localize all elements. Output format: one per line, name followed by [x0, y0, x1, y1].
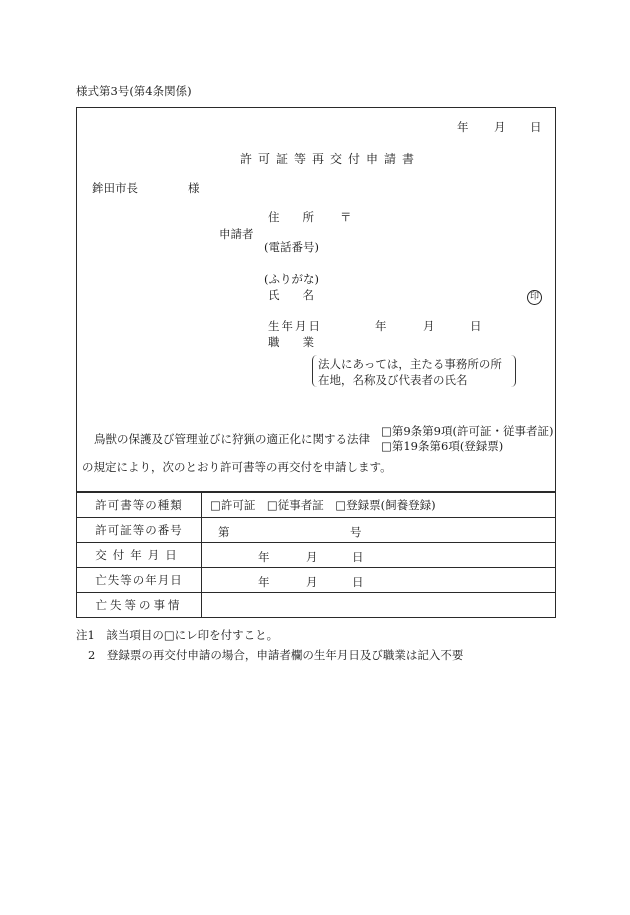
furigana-label: (ふりがな)	[264, 272, 319, 286]
name-label: 氏 名	[268, 288, 314, 302]
issue-month-label: 月	[306, 550, 318, 564]
applicant-label: 申請者	[219, 227, 254, 241]
address-label: 住 所	[268, 210, 314, 224]
loss-date-label: 亡失等の年月日	[77, 568, 202, 593]
addressee-sama: 様	[188, 181, 200, 195]
form-number: 様式第3号(第4条関係)	[76, 84, 192, 98]
table-row	[77, 493, 556, 518]
occupation-label: 職 業	[268, 335, 314, 349]
issue-year-label: 年	[258, 550, 270, 564]
postal-mark: 〒	[340, 210, 352, 224]
issue-date-label: 交付年月日	[77, 543, 202, 568]
date-year-label: 年	[457, 120, 469, 134]
corporate-note-line2: 在地，名称及び代表者の氏名	[318, 373, 468, 387]
table-row	[77, 518, 556, 543]
date-month-label: 月	[494, 120, 506, 134]
issue-day-label: 日	[352, 550, 364, 564]
issue-date-cell	[202, 543, 556, 568]
form-title: 許可証等再交付申請書	[240, 152, 421, 166]
corporate-note-line1: 法人にあっては，主たる事務所の所	[318, 357, 502, 371]
detail-table	[76, 492, 556, 618]
permit-type-label: 許可書等の種類	[77, 493, 202, 518]
table-row	[77, 593, 556, 618]
seal-mark: 印	[527, 290, 542, 305]
law-option-article19: □第19条第6項(登録票)	[381, 439, 504, 453]
birthdate-label: 生年月日	[268, 319, 322, 333]
law-option-article9: □第9条第9項(許可証・従事者証)	[381, 424, 554, 438]
phone-label: (電話番号)	[264, 240, 319, 254]
permit-type-options: □許可証 □従事者証 □登録票(飼養登録)	[202, 493, 556, 518]
loss-date-cell	[202, 568, 556, 593]
table-row	[77, 568, 556, 593]
law-name: 鳥獣の保護及び管理並びに狩猟の適正化に関する法律	[94, 432, 370, 446]
permit-number-cell	[202, 518, 556, 543]
birth-month-label: 月	[423, 319, 435, 333]
birth-year-label: 年	[375, 319, 387, 333]
table-row	[77, 543, 556, 568]
permit-number-prefix: 第	[218, 525, 230, 539]
loss-year-label: 年	[258, 575, 270, 589]
request-statement: の規定により，次のとおり許可書等の再交付を申請します。	[82, 460, 392, 474]
addressee-mayor: 鉾田市長	[92, 181, 138, 195]
loss-circumstances-value	[202, 593, 556, 618]
permit-number-label: 許可証等の番号	[77, 518, 202, 543]
note-2: 2 登録票の再交付申請の場合，申請者欄の生年月日及び職業は記入不要	[88, 648, 464, 662]
loss-circumstances-label: 亡失等の事情	[77, 593, 202, 618]
birth-day-label: 日	[470, 319, 482, 333]
loss-month-label: 月	[306, 575, 318, 589]
date-day-label: 日	[530, 120, 542, 134]
permit-number-suffix: 号	[350, 525, 362, 539]
note-1: 注1 該当項目の□にレ印を付すこと。	[76, 628, 279, 642]
loss-day-label: 日	[352, 575, 364, 589]
